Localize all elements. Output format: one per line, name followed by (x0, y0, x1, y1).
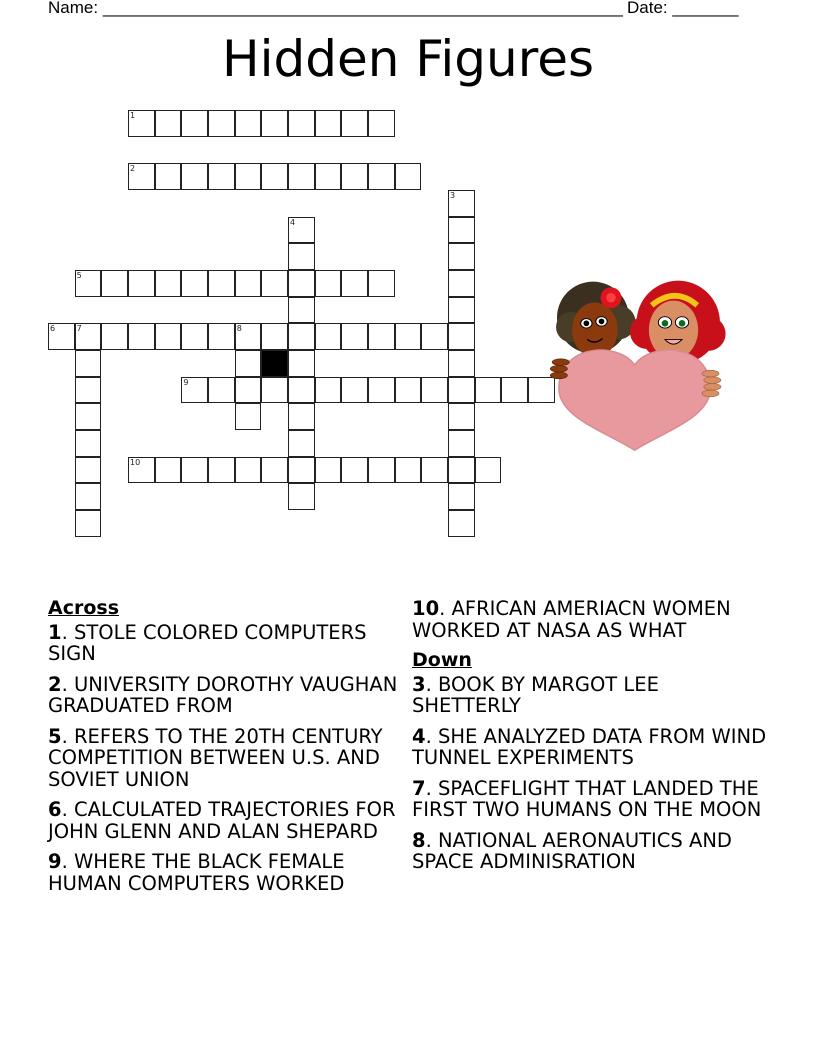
grid-cell[interactable] (235, 323, 262, 350)
clue-across-2: 2. UNIVERSITY DOROTHY VAUGHAN GRADUATED FROM (48, 672, 398, 717)
grid-cell[interactable] (181, 323, 208, 350)
clue-across-1: 1. STOLE COLORED COMPUTERS SIGN (48, 620, 367, 665)
grid-cell[interactable] (208, 377, 235, 404)
grid-cell[interactable] (368, 377, 395, 404)
clue-across-6: 6. CALCULATED TRAJECTORIES FOR JOHN GLENN AND ALAN SHEPARD (48, 798, 396, 843)
grid-cell[interactable] (288, 323, 315, 350)
grid-cell[interactable] (341, 377, 368, 404)
grid-cell[interactable] (448, 510, 475, 537)
name-field[interactable] (48, 0, 623, 18)
grid-cell[interactable] (315, 323, 342, 350)
grid-cell[interactable] (155, 163, 182, 190)
grid-cell[interactable] (235, 350, 262, 377)
grid-cell[interactable] (368, 323, 395, 350)
grid-cell[interactable] (475, 377, 502, 404)
clue-down-3: 3. BOOK BY MARGOT LEE SHETTERLY (412, 672, 659, 717)
grid-cell[interactable] (368, 270, 395, 297)
grid-cell[interactable] (181, 457, 208, 484)
grid-cell[interactable] (235, 403, 262, 430)
grid-cell[interactable] (448, 457, 475, 484)
date-blank: _______ (672, 0, 739, 17)
grid-cell[interactable] (448, 243, 475, 270)
clue-number: 9 (183, 377, 189, 387)
grid-cell[interactable] (155, 110, 182, 137)
clue-number: 5 (76, 271, 82, 281)
grid-cell[interactable] (288, 297, 315, 324)
grid-cell[interactable] (75, 483, 102, 510)
clue-number: 7 (76, 324, 82, 334)
grid-cell[interactable] (75, 270, 102, 297)
grid-cell[interactable] (261, 163, 288, 190)
grid-cell[interactable] (341, 323, 368, 350)
clues-right-column (412, 598, 772, 882)
clue-number: 1 (130, 111, 136, 120)
grid-cell[interactable] (315, 270, 342, 297)
grid-cell[interactable] (101, 270, 128, 297)
grid-cell[interactable] (288, 350, 315, 377)
grid-cell[interactable] (395, 377, 422, 404)
grid-cell[interactable] (448, 190, 475, 217)
grid-cell[interactable] (368, 457, 395, 484)
clue-down-8: 8. NATIONAL AERONAUTICS AND SPACE ADMINISRATION (412, 828, 732, 873)
grid-cell[interactable] (341, 457, 368, 484)
grid-cell[interactable] (261, 377, 288, 404)
grid-cell[interactable] (368, 110, 395, 137)
clue-across-5: 5. REFERS TO THE 20TH CENTURY COMPETITION BETWEEN U.S. AND SOVIET UNION (48, 724, 383, 791)
grid-cell[interactable] (288, 110, 315, 137)
grid-cell[interactable] (288, 483, 315, 510)
grid-cell[interactable] (75, 377, 102, 404)
grid-cell[interactable] (261, 457, 288, 484)
grid-cell[interactable] (235, 270, 262, 297)
grid-cell[interactable] (75, 430, 102, 457)
grid-cell[interactable] (395, 457, 422, 484)
clue-number: 8 (236, 324, 242, 334)
page-title: Hidden Figures (221, 30, 595, 88)
clue-number: 4 (290, 217, 296, 227)
grid-cell[interactable] (235, 163, 262, 190)
grid-cell[interactable] (288, 377, 315, 404)
grid-cell[interactable] (75, 350, 102, 377)
grid-cell[interactable] (155, 323, 182, 350)
clue-number: 10 (130, 457, 141, 467)
grid-cell[interactable] (288, 270, 315, 297)
grid-cell[interactable] (128, 323, 155, 350)
clue-number: 2 (130, 164, 136, 174)
grid-cell[interactable] (421, 457, 448, 484)
grid-cell[interactable] (208, 163, 235, 190)
grid-cell[interactable] (448, 403, 475, 430)
grid-cell[interactable] (235, 110, 262, 137)
grid-cell[interactable] (155, 457, 182, 484)
grid-cell[interactable] (341, 110, 368, 137)
grid-cell[interactable] (181, 377, 208, 404)
grid-cell[interactable] (181, 110, 208, 137)
grid-cell[interactable] (288, 430, 315, 457)
grid-cell[interactable] (448, 270, 475, 297)
crossword-grid (48, 110, 568, 550)
grid-cell[interactable] (261, 323, 288, 350)
grid-cell[interactable] (208, 110, 235, 137)
clue-down-4: 4. SHE ANALYZED DATA FROM WIND TUNNEL EXPERIMENTS (412, 724, 767, 769)
grid-cell[interactable] (128, 270, 155, 297)
grid-cell[interactable] (75, 510, 102, 537)
grid-cell[interactable] (128, 457, 155, 484)
grid-cell[interactable] (448, 217, 475, 244)
grid-cell[interactable] (128, 110, 155, 137)
grid-cell[interactable] (181, 163, 208, 190)
grid-cell[interactable] (448, 297, 475, 324)
grid-cell[interactable] (288, 163, 315, 190)
grid-cell[interactable] (315, 110, 342, 137)
grid-cell[interactable] (475, 457, 502, 484)
grid-cell[interactable] (341, 270, 368, 297)
date-field[interactable] (627, 0, 739, 18)
clue-across-10: 10. AFRICAN AMERIACN WOMEN WORKED AT NASA AS WHAT (412, 597, 731, 642)
name-label: Name: (48, 0, 99, 17)
grid-cell[interactable] (208, 457, 235, 484)
grid-cell[interactable] (288, 243, 315, 270)
grid-cell[interactable] (288, 457, 315, 484)
black-cell (261, 350, 288, 377)
grid-cell[interactable] (208, 323, 235, 350)
grid-cell[interactable] (395, 323, 422, 350)
clue-across-9: 9. WHERE THE BLACK FEMALE HUMAN COMPUTERS WORKED (48, 850, 345, 895)
grid-cell[interactable] (101, 323, 128, 350)
grid-cell[interactable] (48, 323, 75, 350)
grid-cell[interactable] (261, 110, 288, 137)
grid-cell[interactable] (208, 270, 235, 297)
grid-cell[interactable] (128, 163, 155, 190)
grid-cell[interactable] (155, 270, 182, 297)
grid-cell[interactable] (395, 163, 422, 190)
grid-cell[interactable] (315, 377, 342, 404)
clue-number: 3 (450, 191, 456, 200)
clues-left-column (48, 598, 398, 903)
grid-cell[interactable] (448, 483, 475, 510)
grid-cell[interactable] (368, 163, 395, 190)
grid-cell[interactable] (288, 403, 315, 430)
name-blank: _______________________________________________________ (102, 0, 623, 17)
grid-cell[interactable] (315, 163, 342, 190)
two-girls-holding-heart-icon (545, 275, 730, 455)
down-heading: Down (412, 649, 472, 671)
grid-cell[interactable] (421, 377, 448, 404)
date-label: Date: (627, 0, 668, 17)
across-heading: Across (48, 597, 120, 619)
grid-cell[interactable] (75, 323, 102, 350)
clue-number: 6 (50, 324, 56, 334)
clue-down-7: 7. SPACEFLIGHT THAT LANDED THE FIRST TWO HUMANS ON THE MOON (412, 776, 762, 821)
grid-cell[interactable] (288, 217, 315, 244)
grid-cell[interactable] (75, 457, 102, 484)
grid-cell[interactable] (448, 377, 475, 404)
grid-cell[interactable] (341, 163, 368, 190)
grid-cell[interactable] (261, 270, 288, 297)
grid-cell[interactable] (75, 403, 102, 430)
grid-cell[interactable] (501, 377, 528, 404)
grid-cell[interactable] (315, 457, 342, 484)
grid-cell[interactable] (448, 350, 475, 377)
grid-cell[interactable] (448, 430, 475, 457)
grid-cell[interactable] (235, 377, 262, 404)
grid-cell[interactable] (448, 323, 475, 350)
heart-shape (559, 350, 711, 450)
grid-cell[interactable] (181, 270, 208, 297)
grid-cell[interactable] (421, 323, 448, 350)
grid-cell[interactable] (235, 457, 262, 484)
